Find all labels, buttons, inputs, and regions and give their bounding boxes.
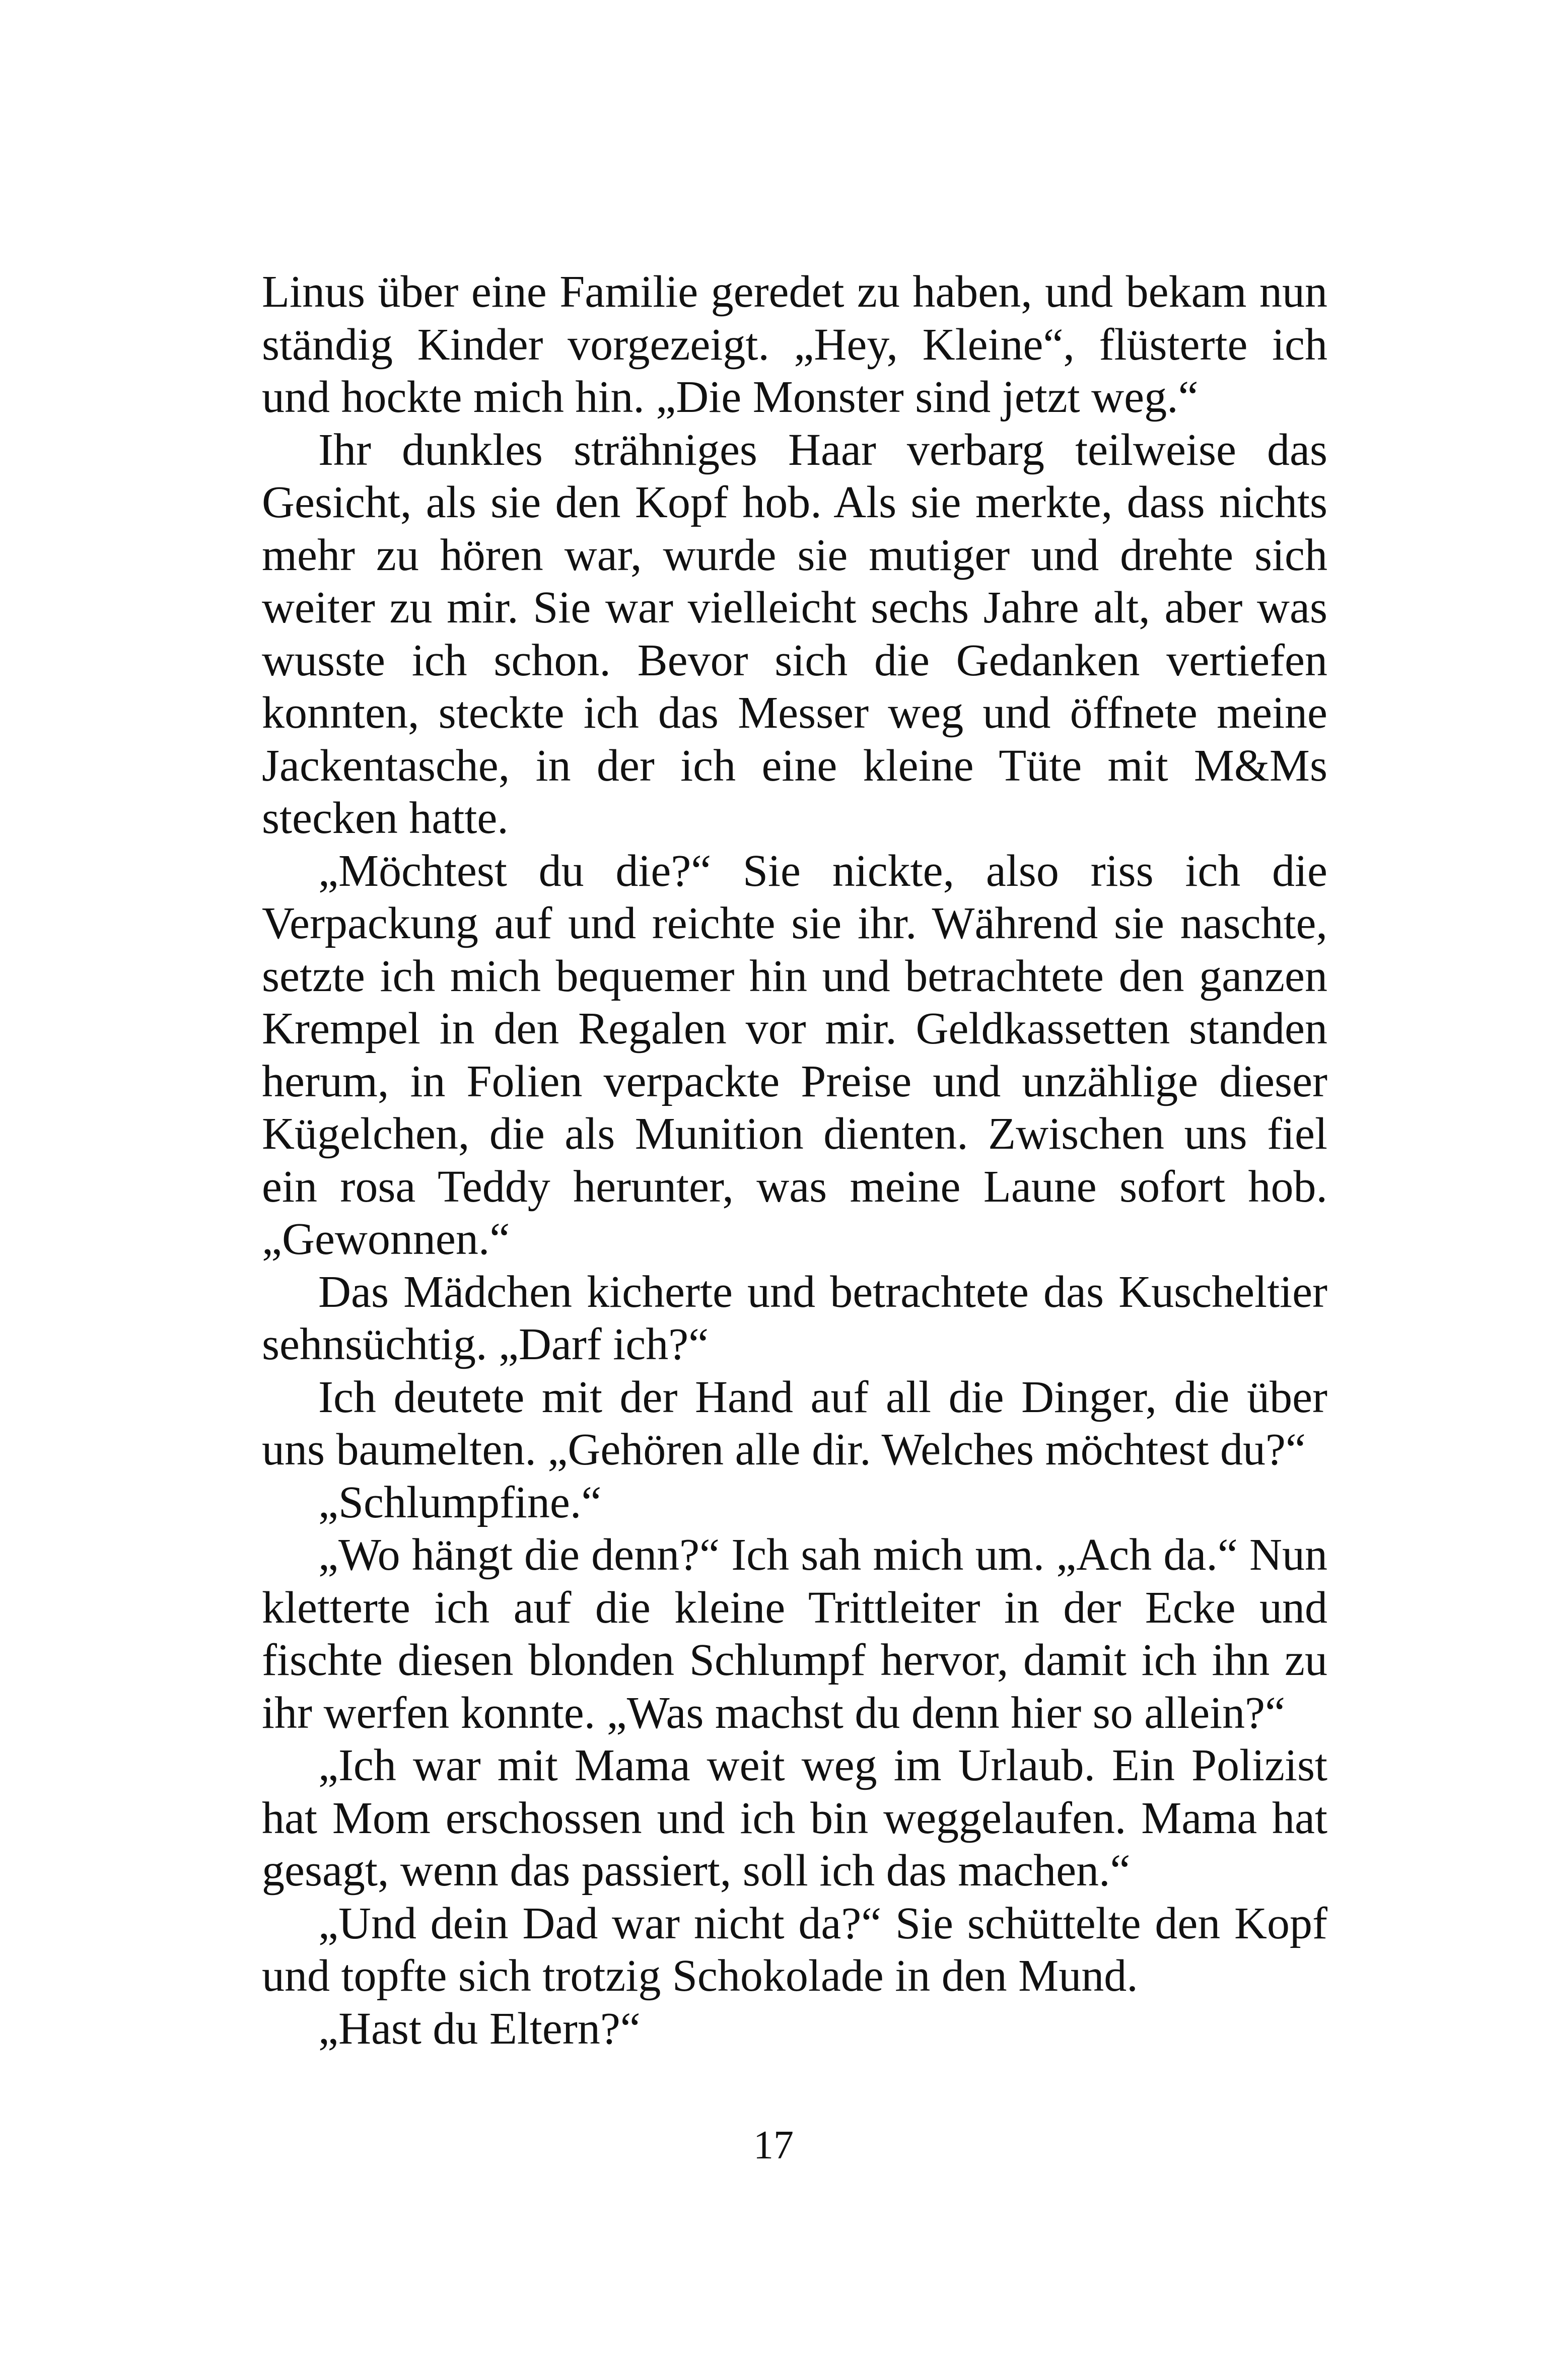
paragraph: „Hast du Eltern?“ — [318, 2003, 641, 2054]
paragraph: „Wo hängt die denn?“ Ich sah mich um. „Ach da.“ Nun kletterte ich auf die kleine Trittleiter in der Ecke und fischte diesen blonden Schlumpf hervor, damit ich ihn zu ihr werfen konnte. „Was machst du denn hier so allein?“ — [262, 1530, 1327, 1738]
paragraph-continuation: Linus über eine Familie geredet zu haben, und bekam nun ständig Kinder vorgezeigt. „Hey, Kleine“, flüsterte ich und hockte mich hin. „Die Monster sind jetzt weg.“ — [262, 267, 1327, 422]
paragraph: „Möchtest du die?“ Sie nickte, also riss ich die Verpackung auf und reichte sie ihr. Während sie naschte, setzte ich mich bequemer hin und betrachtete den ganzen Krempel in den Regalen vor mir. Geldkassetten standen herum, in Folien verpackte Preise und unzählige dieser Kügelchen, die als Munition dienten. Zwischen uns fiel ein rosa Teddy herunter, was meine Laune sofort hob. „Gewonnen.“ — [262, 846, 1327, 1264]
paragraph: Das Mädchen kicherte und betrachtete das Kuscheltier sehnsüchtig. „Darf ich?“ — [262, 1267, 1327, 1369]
page-number: 17 — [753, 2123, 794, 2167]
paragraph: „Und dein Dad war nicht da?“ Sie schüttelte den Kopf und topfte sich trotzig Schokolade in den Mund. — [262, 1898, 1327, 2001]
paragraph: Ich deutete mit der Hand auf all die Dinger, die über uns baumelten. „Gehören alle dir. Welches möchtest du?“ — [262, 1372, 1327, 1475]
paragraph: „Ich war mit Mama weit weg im Urlaub. Ein Polizist hat Mom erschossen und ich bin weggelaufen. Mama hat gesagt, wenn das passiert, soll ich das machen.“ — [262, 1740, 1327, 1896]
paragraph: Ihr dunkles strähniges Haar verbarg teilweise das Gesicht, als sie den Kopf hob. Als sie merkte, dass nichts mehr zu hören war, wurde sie mutiger und drehte sich weiter zu mir. Sie war vielleicht sechs Jahre alt, aber was wusste ich schon. Bevor sich die Gedanken vertiefen konnten, steckte ich das Messer weg und öffnete meine Jackentasche, in der ich eine kleine Tüte mit M&Ms stecken hatte. — [262, 425, 1327, 843]
paragraph: „Schlumpfine.“ — [318, 1477, 602, 1527]
body-text — [262, 266, 1327, 2055]
